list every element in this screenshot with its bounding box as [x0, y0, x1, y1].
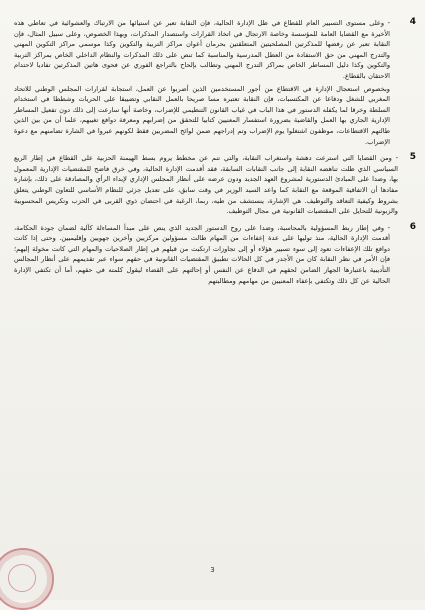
- section-number: 6: [409, 221, 416, 232]
- official-stamp-icon: [0, 548, 54, 610]
- section-4: [14, 17, 416, 147]
- section-6: [14, 221, 416, 287]
- document-body: [14, 17, 416, 292]
- section-number: 4: [409, 17, 416, 27]
- paragraph: - وعلى مستوى التسيير العام للقطاع في ظل الإدارة الحالية، فإن النقابة تعبر عن استيائها من الارتباك والعشوائية في تعاطي هذه الأخيرة مع القضايا العامة للمؤسسة وخاصة الارتجال في اتخاذ القرارات واستصدار المذكرات، وبهذا الخصوص، وعلى سبيل المثال، فإن النقابة تعبر عن رفضها للمذكرتين المصلحيتين المتعلقتين بحرمان أعوان مراكز التربية والتكوين وكذا موسمي مراكز التكوين المهني والتدرج المهني من حق الاستفادة من العطل المدرسية والمناسبة كما تنص على ذلك المذكرات والنظام الداخلي الخاص بمراكز التربية والتكوين وكذا دليل المساطر الخاص بمراكز التدرج المهني وتطالب بإلحاح بالتراجع الفوري عن فحوى هاتين المذكرتين تفاديا لاحتدام الاحتقان بالقطاع.: [14, 19, 390, 80]
- section-5: [14, 152, 416, 217]
- paragraph: - ومن القضايا التي استرعت دهشة واستغراب النقابة، والتي تنم عن مخطط يروم بسط الهيمنة الحزبية على القطاع في إطار الريع السياسي الذي ظلت تناهضه النقابة إلى جانب النقابات السابقة، فقد أقدمت الإدارة الحالية، وفي خرق فاضح للمقتضيات الإدارية المعمول بها، وضدا على المبادئ الدستورية لمشروع العهد الجديد ودون عرضه على أنظار المجلس الإداري لإبداء الرأي والمصادقة على ذلك، بإشارة مفادها أن الاتفاقية الموقعة مع النقابة كما واعد السيد الوزير في وقت سابق، على تعديل جزئي للنظام الأساسي للتعاون الوطني يتعلق بشروط وكيفية التعاقد والتوظيف. هي الإشارة، ينستشف من طيه، ربما، الرغبة في احتضان ذوي القربى في الحزب وتكريس المحسوبية والزبونية للتحايل على المقتضيات القانونية في مجال التوظيف.: [14, 154, 398, 216]
- paragraph: وبخصوص استعجال الإدارة في الاقتطاع من أجور المستخدمين الذين أضربوا عن العمل، استجابة لقرارات المجلس الوطني للاتحاد المغربي للشغل ودفاعا عن المكتسبات، فإن النقابة تعتبره مسا صريحا بالعمل النقابي وتضييقا على الحريات وشططا في استخدام السلطة وخرقا لما يكفله الدستور في هذا الباب في غياب القانون التنظيمي للإضراب، وخاصة أنها سارعت إلى ذلك دون تفعيل المساطر الإدارية الجاري بها العمل والقاضية بضرورة استفسار المعنيين كتابيا للتحقق من إضرابهم ومعرفة دوافع تغيبهم، علما أن من بين الذين طالتهم الاقتطاعات، موظفون اشتغلوا يوم الإضراب وتم إدراجهم ضمن لوائح المضربين فقط لكونهم عبروا في الشارة تضامنهم مع دعوة الإضراب.: [14, 84, 390, 146]
- section-number: 5: [409, 152, 416, 163]
- page-number: 3: [210, 566, 215, 574]
- stamp-inner-ring: [8, 564, 36, 592]
- paragraph: - وفي إطار ربط المسؤولية بالمحاسبة، وضدا على روح الدستور الجديد الذي ينص على مبدأ المساءلة كآلية لضمان جودة الحكامة، أقدمت الإدارة الحالية، منذ توليها على عدة إعفاءات من المهام طالت مسؤولين مركزيين وآخرين جهويين وإقليميين. وحتى إذا كانت دوافع تلك الإعفاءات تعود إلى سوء تسيير هؤلاء أو إلى تجاوزات ارتكبت من قبلهم في إطار الصلاحيات والمهام التي كانت مخولة إليهم؛ فإن الأمر في نظر النقابة كان من الأجدر في كل الحالات تطبيق المقتضيات القانونية في حقهم سواء عبر تقديمهم على أنظار المجالس التأديبية باعتبارها الجهاز الضامن لحقهم في الدفاع عن النفس أو إحالتهم على القضاء ليقول كلمته في حقهم، أما أن تكتفي الإدارة الحالية عن كل ذلك وتكتفي بإعفاء المعنيين من مهامهم ومطالبتهم: [14, 223, 390, 285]
